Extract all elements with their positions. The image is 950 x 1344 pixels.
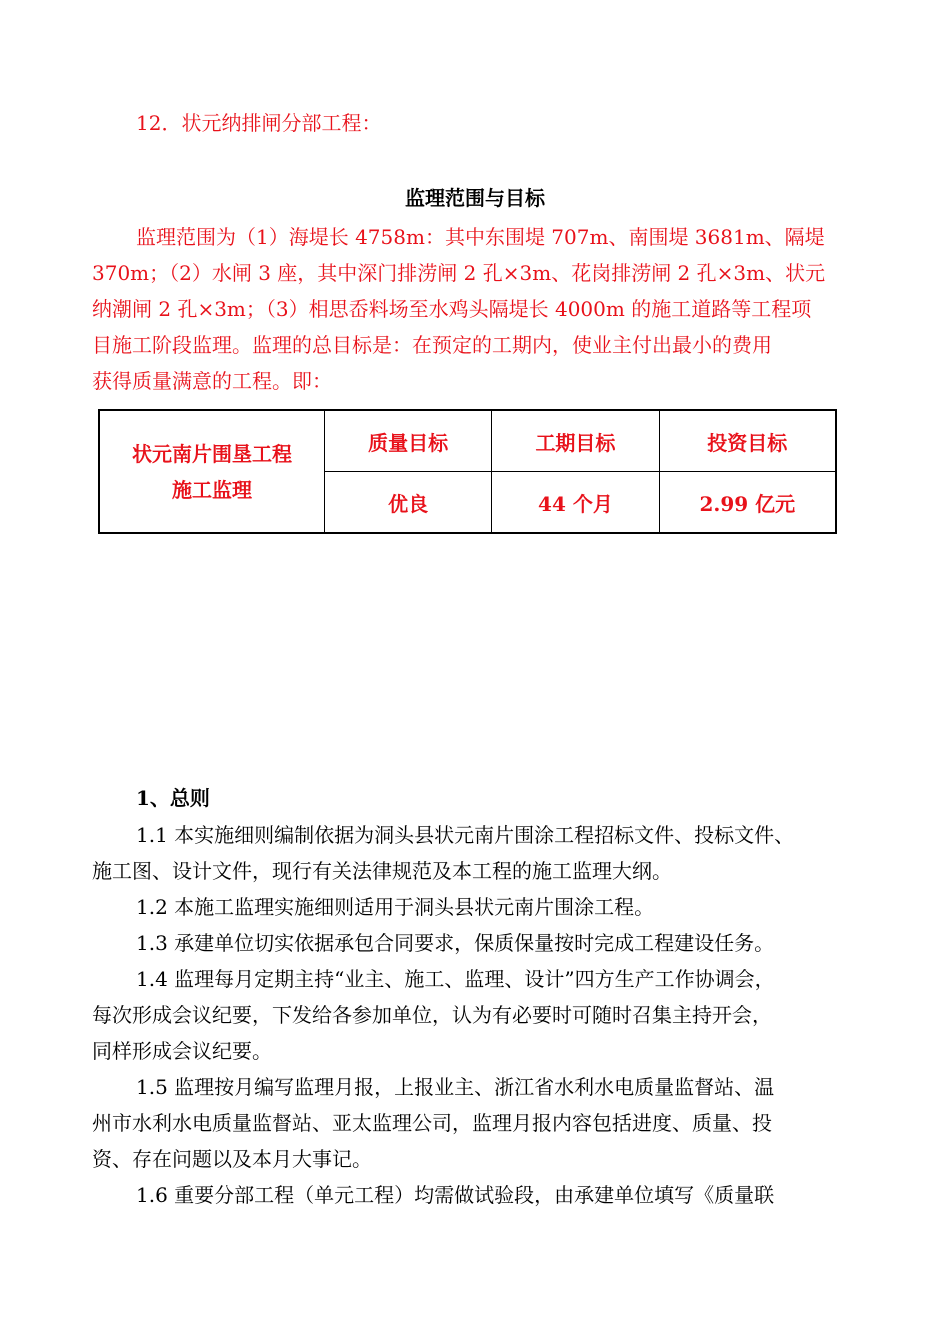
section-12-heading: 12．状元纳排闸分部工程：: [136, 111, 382, 135]
general-section-title: 1、总则: [136, 786, 210, 810]
general-line: 施工图、设计文件，现行有关法律规范及本工程的施工监理大纲。: [92, 859, 672, 883]
investment-goal-value: 2.99 亿元: [659, 472, 836, 534]
general-line: 每次形成会议纪要，下发给各参加单位，认为有必要时可随时召集主持开会，: [92, 1003, 772, 1027]
general-line: 1.4 监理每月定期主持“业主、施工、监理、设计”四方生产工作协调会，: [136, 967, 775, 991]
goals-table: [98, 409, 837, 534]
scope-line: 纳潮闸 2 孔×3m；（3）相思岙料场至水鸡头隔堤长 4000m 的施工道路等工程项: [92, 297, 812, 321]
project-name-cell: [99, 410, 325, 533]
scope-line: 370m；（2）水闸 3 座，其中深门排涝闸 2 孔×3m、花岗排涝闸 2 孔×3m、状元: [92, 261, 826, 285]
investment-goal-header: 投资目标: [659, 410, 836, 472]
scope-paragraph: [92, 219, 862, 399]
scope-line: 目施工阶段监理。监理的总目标是：在预定的工期内，使业主付出最小的费用: [92, 333, 772, 357]
general-line: 州市水利水电质量监督站、亚太监理公司，监理月报内容包括进度、质量、投: [92, 1111, 772, 1135]
schedule-goal-value: 44 个月: [492, 472, 659, 534]
project-name-line: 施工监理: [172, 477, 252, 502]
scope-section-title: 监理范围与目标: [405, 186, 545, 210]
general-line: 1.2 本施工监理实施细则适用于洞头县状元南片围涂工程。: [136, 895, 655, 919]
general-line: 1.6 重要分部工程（单元工程）均需做试验段，由承建单位填写《质量联: [136, 1183, 775, 1207]
general-line: 资、存在问题以及本月大事记。: [92, 1147, 372, 1171]
quality-goal-header: 质量目标: [325, 410, 492, 472]
general-body: [92, 817, 870, 1213]
quality-goal-value: 优良: [325, 472, 492, 534]
schedule-goal-header: 工期目标: [492, 410, 659, 472]
general-line: 1.3 承建单位切实依据承包合同要求，保质保量按时完成工程建设任务。: [136, 931, 775, 955]
scope-line: 获得质量满意的工程。即：: [92, 369, 332, 393]
project-name-line: 状元南片围垦工程: [132, 441, 292, 466]
scope-line: 监理范围为（1）海堤长 4758m：其中东围堤 707m、南围堤 3681m、隔堤: [136, 225, 825, 249]
table-row: [99, 410, 836, 472]
general-line: 同样形成会议纪要。: [92, 1039, 272, 1063]
general-line: 1.1 本实施细则编制依据为洞头县状元南片围涂工程招标文件、投标文件、: [136, 823, 795, 847]
general-line: 1.5 监理按月编写监理月报，上报业主、浙江省水利水电质量监督站、温: [136, 1075, 775, 1099]
